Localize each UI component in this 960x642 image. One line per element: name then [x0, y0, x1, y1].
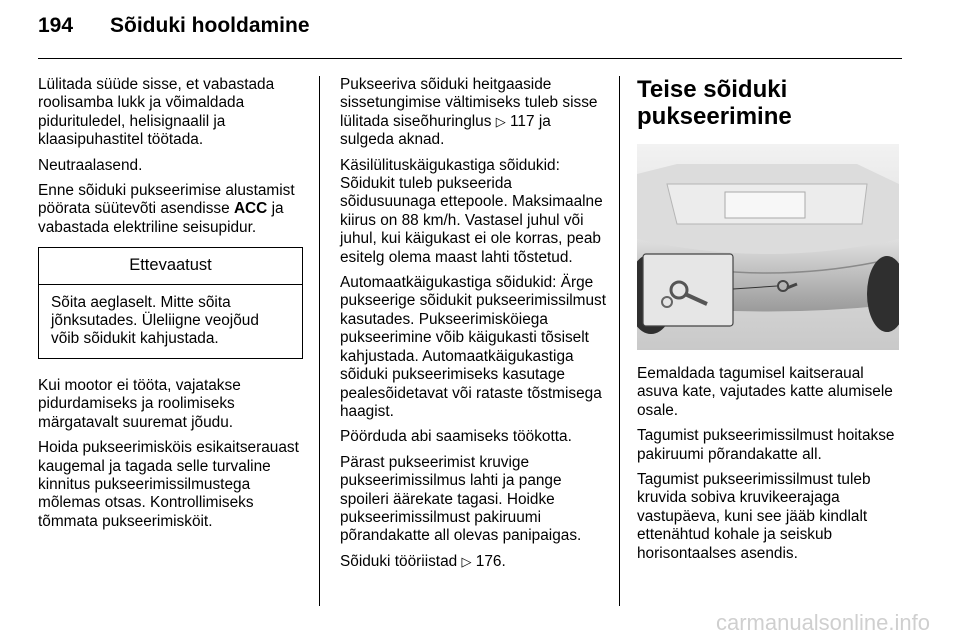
column-divider-1	[319, 76, 320, 606]
paragraph	[340, 553, 608, 571]
paragraph: Lülitada süüde sisse, et vabastada roolisamba lukk ja võimaldada pidurituledel, helisignaalil ja klaasipuhastitel töötada.	[38, 76, 275, 149]
rear-bumper-tow-eye-illustration	[637, 144, 899, 350]
page-reference[interactable]: 117	[510, 112, 535, 130]
text-span: Sõiduki tööriistad	[340, 552, 462, 570]
paragraph: Eemaldada tagumisel kaitseraual asuva kate, vajutades katte alumisele osale.	[637, 365, 893, 419]
caution-box	[38, 247, 303, 359]
watermark: carmanualsonline.info	[715, 610, 930, 635]
paragraph: Automaatkäigukastiga sõidukid: Ärge pukseerige sõidukit pukseerimissilmust kasutades. Pukseerimisköiega pukseerimine võib käigukasti tõsiselt kahjustada. Automaatkäigukastiga sõiduki pukseerimiseks kasutage pealesõidetavat või rataste tõstmisega haagist.	[340, 274, 607, 420]
page-reference-arrow-icon: ▷	[495, 113, 506, 129]
text-span: Pukseeriva sõiduki heitgaaside sissetungimise vältimiseks tuleb sisse lülitada siseõhuringlus	[340, 76, 598, 130]
page-header	[38, 14, 310, 38]
text-span: ja vabastada elektriline seisupidur.	[38, 200, 284, 236]
paragraph: Käsilülituskäigukastiga sõidukid: Sõidukit tuleb pukseerida sõidusuunaga ettepoole. Maksimaalne kiirus on 88 km/h. Vastasel juhul või juhul, kui käigukast ei ole korras, peab esitelg olema maast lahti tõstetud.	[340, 156, 603, 266]
caution-text: Sõita aeglaselt. Mitte sõita jõnksutades. Üleliigne veojõud võib sõidukit kahjustada.	[51, 293, 259, 348]
column-1	[38, 76, 303, 538]
caution-title: Ettevaatust	[39, 248, 302, 284]
column-divider-2	[619, 76, 620, 606]
page-reference-arrow-icon: ▷	[461, 553, 472, 569]
column-3	[637, 76, 905, 570]
section-title: Teise sõiduki pukseerimine	[637, 76, 792, 130]
paragraph	[340, 76, 608, 150]
paragraph: Pöörduda abi saamiseks töökotta.	[340, 428, 572, 446]
page-reference[interactable]: 176.	[475, 552, 506, 570]
text-span: ja sulgeda aknad.	[340, 112, 551, 149]
column-2	[340, 76, 608, 578]
header-rule	[38, 58, 902, 59]
paragraph: Tagumist pukseerimissilmust tuleb kruvida sobiva kruvikeerajaga vastupäeva, kuni see jääb kindlalt ettenähtud kohale ja seiskub horisontaalses asendis.	[637, 471, 871, 562]
paragraph: Pärast pukseerimist kruvige pukseerimissilmus lahti ja pange spoileri äärekate tagasi. Hoidke pukseerimissilmust pakiruumi põrandakatte all olevas panipaigas.	[340, 453, 582, 545]
paragraph: Hoida pukseerimisköis esikaitserauast kaugemal ja tagada selle turvaline kinnitus pukseerimissilmustega mõlemas otsas. Kontrollimiseks tõmmata pukseerimisköit.	[38, 439, 299, 530]
paragraph: Neutraalasend.	[38, 156, 143, 174]
text-span: Enne sõiduki pukseerimise alustamist pöörata süütevõti asendisse	[38, 182, 295, 218]
paragraph	[38, 182, 303, 237]
paragraph: Kui mootor ei tööta, vajatakse pidurdamiseks ja roolimiseks märgatavalt suuremat jõudu.	[38, 376, 241, 431]
paragraph: Tagumist pukseerimissilmust hoitakse pakiruumi põrandakatte all.	[637, 427, 895, 463]
chapter-title: Sõiduki hooldamine	[110, 14, 310, 37]
page-number: 194	[38, 14, 74, 37]
acc-position-label: ACC	[233, 200, 268, 218]
